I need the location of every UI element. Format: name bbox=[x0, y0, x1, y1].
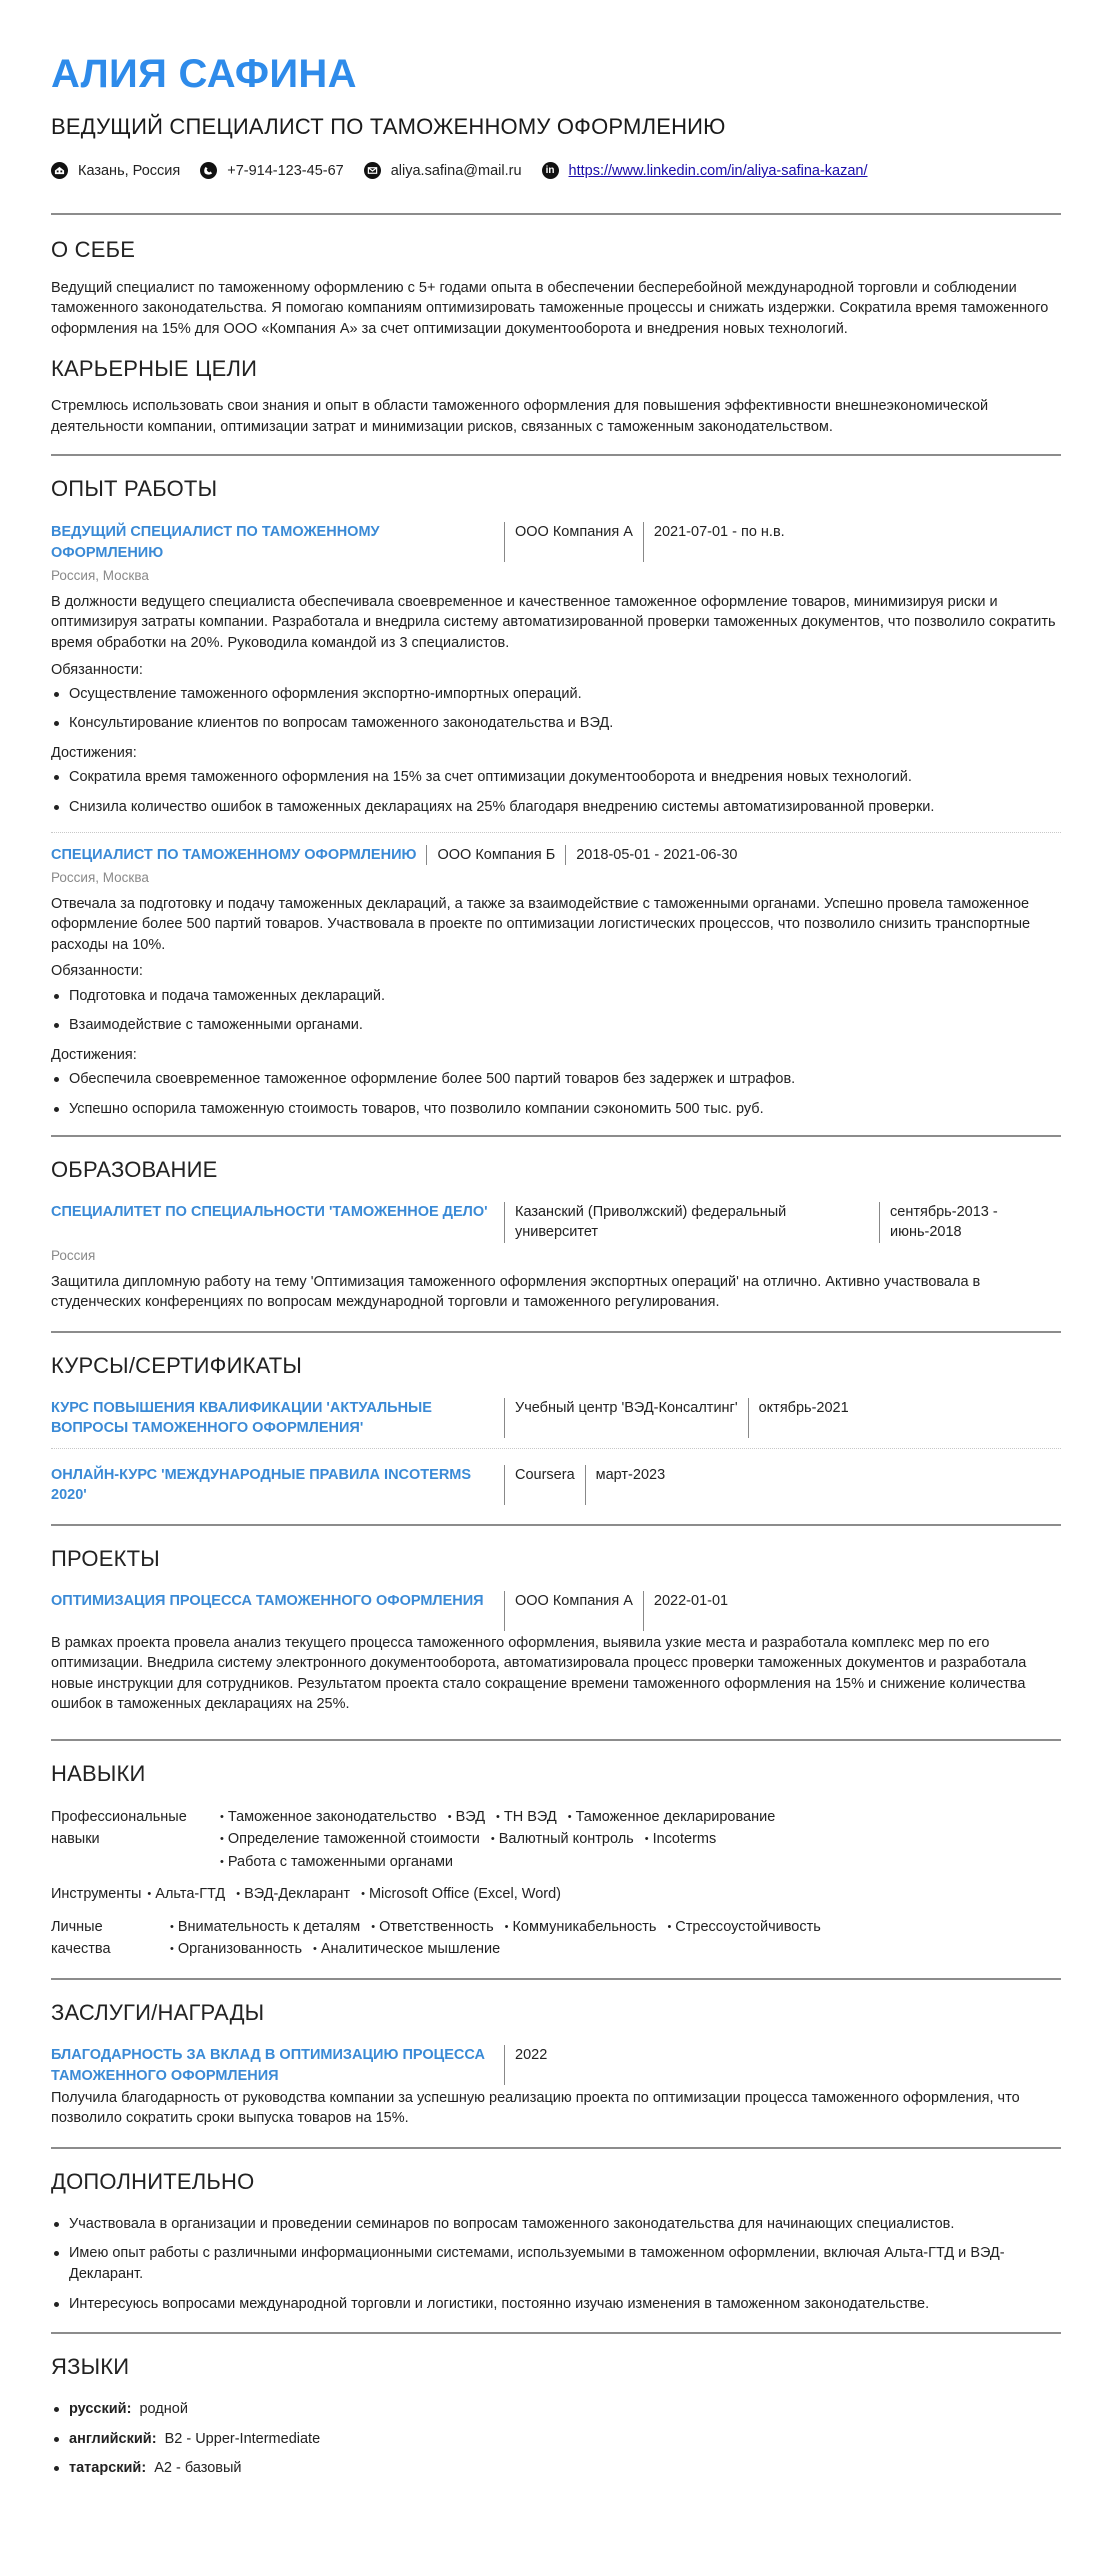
skills-group-label: Профессиональные навыки bbox=[51, 1808, 187, 1848]
contact-linkedin[interactable] bbox=[542, 161, 868, 181]
entry-divider bbox=[51, 1448, 1061, 1449]
job-company: ООО Компания Б bbox=[426, 845, 565, 865]
experience-entry-header bbox=[51, 522, 1061, 563]
section-title-languages: ЯЗЫКИ bbox=[51, 2354, 130, 2380]
project-date: 2022-01-01 bbox=[643, 1591, 738, 1631]
institution: Казанский (Приволжский) федеральный университет bbox=[504, 1202, 879, 1243]
additional-list bbox=[51, 2214, 1061, 2314]
goals-section bbox=[51, 354, 1061, 438]
section-title-goals: КАРЬЕРНЫЕ ЦЕЛИ bbox=[51, 355, 258, 381]
skill-tag: • Валютный контроль bbox=[491, 1828, 634, 1850]
courses-section bbox=[51, 1351, 1061, 1506]
skills-group-items bbox=[143, 1883, 572, 1905]
list-item: Обеспечила своевременное таможенное оформление более 500 партий товаров без задержек и штрафов. bbox=[51, 1069, 1061, 1090]
language-item bbox=[51, 2399, 1061, 2420]
project-entry-header bbox=[51, 1591, 1061, 1631]
project-name: ОПТИМИЗАЦИЯ ПРОЦЕССА ТАМОЖЕННОГО ОФОРМЛЕНИЯ bbox=[51, 1592, 484, 1609]
awards-section bbox=[51, 1998, 1061, 2129]
education-section bbox=[51, 1155, 1061, 1312]
about-section bbox=[51, 235, 1061, 340]
skill-tag: • Incoterms bbox=[645, 1828, 717, 1850]
list-item: Сократила время таможенного оформления на 15% за счет оптимизации документооборота и внедрения новых технологий. bbox=[51, 767, 1061, 788]
experience-entry-header bbox=[51, 845, 1061, 865]
divider bbox=[51, 2147, 1061, 2149]
award-entry bbox=[51, 2045, 1061, 2129]
languages-list bbox=[51, 2399, 1061, 2479]
list-item: Участвовала в организации и проведении семинаров по вопросам таможенного законодательства для начинающих специалистов. bbox=[51, 2214, 1021, 2235]
skill-tag: • Таможенное законодательство bbox=[220, 1806, 437, 1828]
achievements-list bbox=[51, 1069, 1061, 1119]
language-item bbox=[51, 2458, 1061, 2479]
skill-tag: • Аналитическое мышление bbox=[313, 1938, 500, 1960]
language-name: русский: bbox=[69, 2400, 132, 2417]
location-text: Казань, Россия bbox=[78, 162, 181, 179]
skill-tag: • ВЭД bbox=[448, 1806, 485, 1828]
experience-section bbox=[51, 474, 1061, 1120]
experience-entry bbox=[51, 845, 1061, 1120]
divider bbox=[51, 2332, 1061, 2334]
skill-tag: • ВЭД-Декларант bbox=[236, 1883, 350, 1905]
divider bbox=[51, 213, 1061, 215]
skill-tag: • Альта-ГТД bbox=[147, 1883, 225, 1905]
job-description: Отвечала за подготовку и подачу таможенных деклараций, а также за взаимодействие с таможенными органами. Успешно провела таможенное оформление более 500 партий товаров. Участвовала в проекте по оптимизации логистических процессов, что позволило снизить транспортные расходы на 10%. bbox=[51, 895, 1031, 953]
phone-icon bbox=[200, 162, 217, 179]
list-item: Интересуюсь вопросами международной торговли и логистики, постоянно изучаю изменения в таможенном законодательстве. bbox=[51, 2294, 1021, 2315]
skill-tag: • ТН ВЭД bbox=[496, 1806, 557, 1828]
education-entry-header bbox=[51, 1202, 1061, 1243]
divider bbox=[51, 1739, 1061, 1741]
divider bbox=[51, 1524, 1061, 1526]
language-name: татарский: bbox=[69, 2460, 147, 2477]
skill-tag: • Определение таможенной стоимости bbox=[220, 1828, 480, 1850]
list-item: Консультирование клиентов по вопросам таможенного законодательства и ВЭД. bbox=[51, 713, 1061, 734]
linkedin-icon: in bbox=[542, 162, 559, 179]
skills-group bbox=[51, 1806, 1061, 1873]
list-item: Взаимодействие с таможенными органами. bbox=[51, 1015, 1061, 1036]
section-title-experience: ОПЫТ РАБОТЫ bbox=[51, 475, 218, 501]
language-level: B2 - Upper-Intermediate bbox=[164, 2430, 321, 2447]
course-provider: Учебный центр 'ВЭД-Консалтинг' bbox=[504, 1398, 748, 1438]
projects-section bbox=[51, 1544, 1061, 1715]
section-title-courses: КУРСЫ/СЕРТИФИКАТЫ bbox=[51, 1352, 303, 1378]
skill-tag: • Организованность bbox=[170, 1938, 302, 1960]
job-description: В должности ведущего специалиста обеспечивала своевременное и качественное таможенное оформление товаров, минимизируя риски и оптимизируя затраты компании. Разработала и внедрила систему автоматизированной проверки таможенных документов, что позволило сократить время обработки на 20%. Руководила командой из 3 специалистов. bbox=[51, 593, 1056, 652]
language-level: родной bbox=[139, 2400, 188, 2417]
achievements-list bbox=[51, 767, 1061, 817]
skills-section bbox=[51, 1759, 1061, 1961]
achievements-label: Достижения: bbox=[51, 745, 137, 762]
course-entry bbox=[51, 1398, 1061, 1439]
project-entry bbox=[51, 1591, 1061, 1715]
goals-text: Стремлюсь использовать свои знания и опыт в области таможенного оформления для повышения эффективности внешнеэкономической деятельности компании, оптимизации затрат и минимизации рисков, связанных с таможенным законодательством. bbox=[51, 398, 989, 435]
award-description: Получила благодарность от руководства компании за успешную реализацию проекта по оптимизации процесса таможенного оформления, что позволило сократить сроки выпуска товаров на 15%. bbox=[51, 2089, 1020, 2127]
skills-group-items bbox=[166, 1916, 886, 1961]
education-dates: сентябрь-2013 - июнь-2018 bbox=[879, 1202, 1009, 1243]
list-item: Снизила количество ошибок в таможенных декларациях на 25% благодаря внедрению системы автоматизированной проверки. bbox=[51, 797, 1061, 818]
skill-tag: • Работа с таможенными органами bbox=[220, 1851, 453, 1873]
course-date: март-2023 bbox=[585, 1465, 676, 1505]
email-text: aliya.safina@mail.ru bbox=[390, 162, 522, 179]
award-entry-header bbox=[51, 2045, 1061, 2086]
degree-title: СПЕЦИАЛИТЕТ ПО СПЕЦИАЛЬНОСТИ 'ТАМОЖЕННОЕ ДЕЛО' bbox=[51, 1204, 488, 1221]
job-location: Россия, Москва bbox=[51, 869, 149, 885]
list-item: Имею опыт работы с различными информационными системами, используемыми в таможенном оформлении, включая Альта-ГТД и ВЭД-Декларант. bbox=[51, 2243, 1021, 2284]
section-title-education: ОБРАЗОВАНИЕ bbox=[51, 1157, 218, 1183]
education-description: Защитила дипломную работу на тему 'Оптимизация таможенного оформления экспортных операций' на отлично. Активно участвовала в студенческих конференциях по вопросам международной торговли и таможенного регулирования. bbox=[51, 1273, 981, 1311]
mail-icon bbox=[364, 162, 381, 179]
course-entry bbox=[51, 1465, 1061, 1506]
course-provider: Coursera bbox=[504, 1465, 585, 1505]
additional-section bbox=[51, 2167, 1061, 2314]
job-location: Россия, Москва bbox=[51, 567, 149, 583]
experience-entry bbox=[51, 522, 1061, 817]
divider bbox=[51, 1978, 1061, 1980]
education-location: Россия bbox=[51, 1247, 96, 1263]
skills-group-label: Инструменты bbox=[51, 1886, 142, 1903]
language-item bbox=[51, 2429, 1061, 2450]
duties-label: Обязанности: bbox=[51, 661, 143, 678]
language-level: A2 - базовый bbox=[154, 2460, 242, 2477]
contact-email[interactable] bbox=[364, 161, 522, 181]
duties-list bbox=[51, 684, 1061, 734]
skill-tag: • Таможенное декларирование bbox=[568, 1806, 776, 1828]
section-title-awards: ЗАСЛУГИ/НАГРАДЫ bbox=[51, 2000, 265, 2026]
candidate-headline: ВЕДУЩИЙ СПЕЦИАЛИСТ ПО ТАМОЖЕННОМУ ОФОРМЛЕНИЮ bbox=[51, 114, 726, 139]
duties-label: Обязанности: bbox=[51, 963, 143, 980]
divider bbox=[51, 1135, 1061, 1137]
candidate-name: АЛИЯ САФИНА bbox=[51, 52, 357, 96]
course-name: КУРС ПОВЫШЕНИЯ КВАЛИФИКАЦИИ 'АКТУАЛЬНЫЕ ВОПРОСЫ ТАМОЖЕННОГО ОФОРМЛЕНИЯ' bbox=[51, 1399, 432, 1436]
job-title: ВЕДУЩИЙ СПЕЦИАЛИСТ ПО ТАМОЖЕННОМУ ОФОРМЛЕНИЮ bbox=[51, 524, 380, 561]
home-icon bbox=[51, 162, 68, 179]
linkedin-link[interactable]: https://www.linkedin.com/in/aliya-safina-kazan/ bbox=[568, 162, 868, 179]
duties-list bbox=[51, 986, 1061, 1036]
phone-text: +7-914-123-45-67 bbox=[227, 162, 344, 179]
job-company: ООО Компания А bbox=[504, 522, 643, 562]
skill-tag: • Стрессоустойчивость bbox=[667, 1916, 820, 1938]
contact-location bbox=[51, 161, 180, 181]
award-name: БЛАГОДАРНОСТЬ ЗА ВКЛАД В ОПТИМИЗАЦИЮ ПРОЦЕССА ТАМОЖЕННОГО ОФОРМЛЕНИЯ bbox=[51, 2047, 485, 2084]
languages-section bbox=[51, 2352, 1061, 2479]
course-date: октябрь-2021 bbox=[748, 1398, 859, 1438]
job-dates: 2021-07-01 - по н.в. bbox=[643, 522, 795, 562]
section-title-additional: ДОПОЛНИТЕЛЬНО bbox=[51, 2169, 255, 2195]
education-entry bbox=[51, 1202, 1061, 1313]
award-date: 2022 bbox=[504, 2045, 557, 2085]
skills-group bbox=[51, 1883, 1061, 1905]
contact-list bbox=[51, 161, 1061, 181]
language-name: английский: bbox=[69, 2430, 157, 2447]
list-item: Осуществление таможенного оформления экспортно-импортных операций. bbox=[51, 684, 1061, 705]
about-text: Ведущий специалист по таможенному оформлению с 5+ годами опыта в обеспечении бесперебойной международной торговли и соблюдении таможенного законодательства. Я помогаю компаниям оптимизировать таможенные процессы и снижать издержки. Сократила время таможенного оформления на 15% для ООО «Компания А» за счет оптимизации документооборота и внедрения новых технологий. bbox=[51, 279, 1049, 338]
job-dates: 2018-05-01 - 2021-06-30 bbox=[565, 845, 747, 865]
section-title-projects: ПРОЕКТЫ bbox=[51, 1545, 160, 1571]
section-title-skills: НАВЫКИ bbox=[51, 1760, 146, 1786]
contact-phone[interactable] bbox=[200, 161, 344, 181]
skills-group-label: Личные качества bbox=[51, 1918, 111, 1957]
skill-tag: • Коммуникабельность bbox=[505, 1916, 657, 1938]
list-item: Подготовка и подача таможенных деклараций. bbox=[51, 986, 1061, 1007]
course-name: ОНЛАЙН-КУРС 'МЕЖДУНАРОДНЫЕ ПРАВИЛА INCOTERMS 2020' bbox=[51, 1467, 472, 1504]
skill-tag: • Microsoft Office (Excel, Word) bbox=[361, 1883, 561, 1905]
achievements-label: Достижения: bbox=[51, 1046, 137, 1063]
job-title: СПЕЦИАЛИСТ ПО ТАМОЖЕННОМУ ОФОРМЛЕНИЮ bbox=[51, 846, 417, 863]
divider bbox=[51, 454, 1061, 456]
skill-tag: • Ответственность bbox=[371, 1916, 493, 1938]
project-description: В рамках проекта провела анализ текущего процесса таможенного оформления, выявила узкие места и разработала комплекс мер по его оптимизации. Внедрила систему электронного документооборота, автоматизировала процесс проверки таможенных документов и разработала новые инструкции для сотрудников. Результатом проекта стало сокращение времени таможенного оформления на 15% и снижение количества ошибок в таможенных декларациях на 25%. bbox=[51, 1634, 1027, 1713]
divider bbox=[51, 1331, 1061, 1333]
skills-group-items bbox=[216, 1806, 876, 1873]
list-item: Успешно оспорила таможенную стоимость товаров, что позволило компании сэкономить 500 тыс. руб. bbox=[51, 1099, 1061, 1120]
skills-group bbox=[51, 1916, 1061, 1961]
project-company: ООО Компания А bbox=[504, 1591, 643, 1631]
section-title-about: О СЕБЕ bbox=[51, 237, 136, 263]
resume-header bbox=[51, 52, 1061, 181]
entry-divider bbox=[51, 832, 1061, 833]
skill-tag: • Внимательность к деталям bbox=[170, 1916, 360, 1938]
